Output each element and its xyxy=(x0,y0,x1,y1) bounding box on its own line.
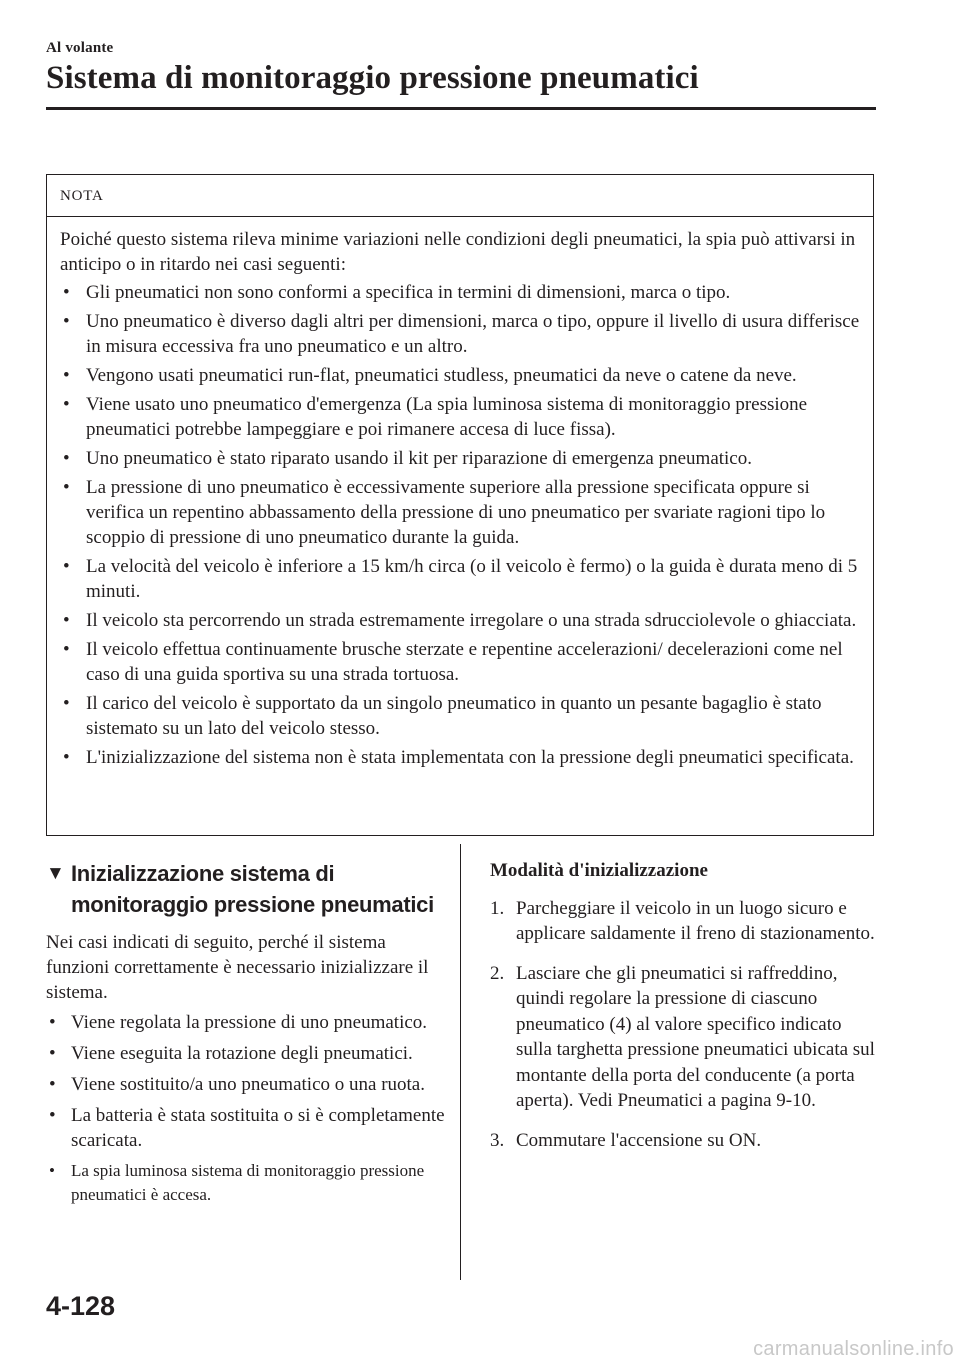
bullet-icon: • xyxy=(63,747,70,768)
init-section xyxy=(46,858,446,1213)
init-intro: Nei casi indicati di seguito, perché il sistema funzioni correttamente è necessario inizializzare il sistema. xyxy=(46,932,429,1003)
bullet-icon: • xyxy=(49,1161,55,1180)
note-item: • Uno pneumatico è diverso dagli altri per dimensioni, marca o tipo, oppure il livello di usura differisce in misura eccessiva fra uno pneumatico e un altro. xyxy=(63,311,860,357)
bullet-icon: • xyxy=(63,477,70,498)
step-item: 3. Commutare l'accensione su ON. xyxy=(490,1128,880,1154)
note-item: • La velocità del veicolo è inferiore a 15 km/h circa (o il veicolo è fermo) o la guida è durata meno di 5 minuti. xyxy=(63,556,858,602)
section-heading: ▼ Inizializzazione sistema di monitoraggio pressione pneumatici xyxy=(46,858,446,920)
list-item: • Viene eseguita la rotazione degli pneumatici. xyxy=(49,1043,413,1064)
triangle-down-icon: ▼ xyxy=(46,863,65,884)
note-item: • Vengono usati pneumatici run-flat, pneumatici studless, pneumatici da neve o catene da neve. xyxy=(63,365,797,386)
note-body xyxy=(47,217,873,770)
note-box xyxy=(46,174,874,836)
bullet-icon: • xyxy=(63,448,70,469)
note-list xyxy=(60,280,863,770)
note-item: • L'inizializzazione del sistema non è stata implementata con la pressione degli pneumatici specificata. xyxy=(63,747,854,768)
note-intro: Poiché questo sistema rileva minime variazioni nelle condizioni degli pneumatici, la spia può attivarsi in anticipo o in ritardo nei casi seguenti: xyxy=(60,229,856,275)
list-item: • La spia luminosa sistema di monitoraggio pressione pneumatici è accesa. xyxy=(49,1161,425,1204)
bullet-icon: • xyxy=(63,610,70,631)
bullet-icon: • xyxy=(63,311,70,332)
note-item: • La pressione di uno pneumatico è eccessivamente superiore alla pressione specificata oppure si verifica un repentino abbassamento della pressione di uno pneumatico per svariate ragioni tipo lo scoppio di pressione di uno pneumatico durante la guida. xyxy=(63,477,826,548)
step-number: 1. xyxy=(490,897,505,919)
procedure-steps xyxy=(490,896,880,1154)
step-number: 2. xyxy=(490,962,505,984)
bullet-icon: • xyxy=(49,1074,56,1095)
note-item: • Il carico del veicolo è supportato da un singolo pneumatico in quanto un pesante bagaglio è stato sistemato su un lato del veicolo stesso. xyxy=(63,693,822,739)
bullet-icon: • xyxy=(63,556,70,577)
note-item: • Il veicolo sta percorrendo un strada estremamente irregolare o una strada sdrucciolevole o ghiacciata. xyxy=(63,610,857,631)
bullet-icon: • xyxy=(49,1043,56,1064)
section-label: Al volante xyxy=(46,40,114,56)
title-rule xyxy=(46,107,876,110)
note-item: • Gli pneumatici non sono conformi a specifica in termini di dimensioni, marca o tipo. xyxy=(63,282,731,303)
note-label: NOTA xyxy=(47,175,873,217)
list-item: • La batteria è stata sostituita o si è completamente scaricata. xyxy=(49,1105,445,1151)
init-list xyxy=(46,1010,446,1207)
bullet-icon: • xyxy=(49,1105,56,1126)
list-item: • Viene sostituito/a uno pneumatico o una ruota. xyxy=(49,1074,425,1095)
list-item: • Viene regolata la pressione di uno pneumatico. xyxy=(49,1012,428,1033)
note-item: • Viene usato uno pneumatico d'emergenza (La spia luminosa sistema di monitoraggio pressione pneumatici potrebbe lampeggiare e poi rimanere accesa di luce fissa). xyxy=(63,394,808,440)
bullet-icon: • xyxy=(63,639,70,660)
procedure xyxy=(490,858,880,1167)
bullet-icon: • xyxy=(63,394,70,415)
watermark: carmanualsonline.info xyxy=(753,1338,954,1360)
step-item: 1. Parcheggiare il veicolo in un luogo sicuro e applicare saldamente il freno di stazionamento. xyxy=(490,897,875,944)
step-number: 3. xyxy=(490,1129,505,1151)
page-number: 4-128 xyxy=(46,1291,116,1321)
bullet-icon: • xyxy=(63,282,70,303)
note-item: • Il veicolo effettua continuamente brusche sterzate e repentine accelerazioni/ decelerazioni come nel caso di una guida sportiva su una strada tortuosa. xyxy=(63,639,843,685)
step-item: 2. Lasciare che gli pneumatici si raffreddino, quindi regolare la pressione di ciascuno pneumatico (4) al valore specifico indicato sulla targhetta pressione pneumatici ubicata sul montante della porta del conducente (a porta aperta). Vedi Pneumatici a pagina 9-10. xyxy=(490,962,875,1111)
page-title: Sistema di monitoraggio pressione pneumatici xyxy=(46,60,699,96)
bullet-icon: • xyxy=(63,365,70,386)
bullet-icon: • xyxy=(49,1012,56,1033)
procedure-title: Modalità d'inizializzazione xyxy=(490,860,708,881)
bullet-icon: • xyxy=(63,693,70,714)
column-divider xyxy=(460,844,461,1280)
note-item: • Uno pneumatico è stato riparato usando il kit per riparazione di emergenza pneumatico. xyxy=(63,448,752,469)
